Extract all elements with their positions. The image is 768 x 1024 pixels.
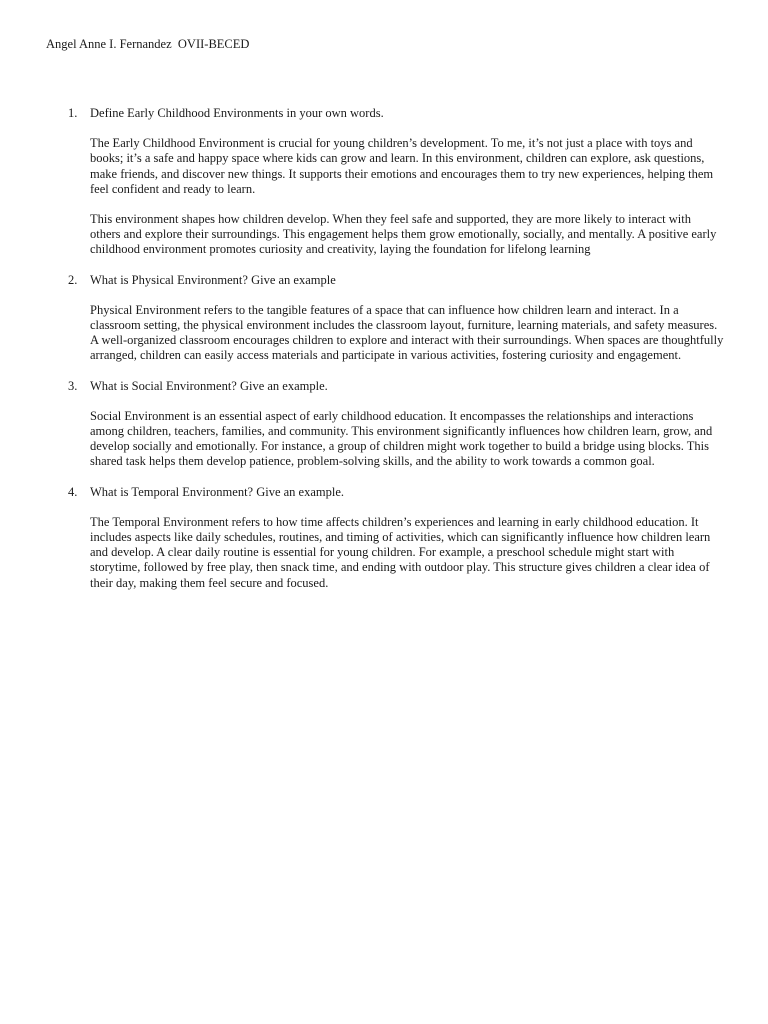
question-number: 4. bbox=[68, 484, 78, 499]
question-text: What is Temporal Environment? Give an example. bbox=[90, 484, 345, 499]
answer-paragraph: This environment shapes how children develop. When they feel safe and supported, they are more likely to interact with others and explore their surroundings. This engagement helps them grow emotionally, socially, and mentally. A positive early childhood environment promotes curiosity and creativity, laying the foundation for lifelong learning bbox=[90, 212, 717, 257]
question-number: 2. bbox=[68, 272, 78, 287]
question-text: Define Early Childhood Environments in your own words. bbox=[90, 106, 384, 120]
question-item-4 bbox=[68, 485, 724, 591]
question-text: What is Social Environment? Give an example. bbox=[90, 378, 328, 393]
question-number: 3. bbox=[68, 378, 78, 393]
answer-paragraph: The Temporal Environment refers to how time affects children’s experiences and learning in early childhood education. It includes aspects like daily schedules, routines, and timing of activities, which can significantly influence how children learn and develop. A clear daily routine is essential for young children. For example, a preschool schedule might start with storytime, followed by free play, then snack time, and ending with outdoor play. This structure gives children a clear idea of their day, making them feel secure and focused. bbox=[90, 514, 711, 590]
answer-paragraph: Social Environment is an essential aspect of early childhood education. It encompasses the relationships and interactions among children, teachers, families, and community. This environment significantly influences how children learn, grow, and develop socially and emotionally. For instance, a group of children might work together to build a bridge using blocks. This shared task helps them develop patience, problem-solving skills, and the ability to work towards a common goal. bbox=[90, 408, 713, 469]
question-item-2 bbox=[68, 273, 724, 364]
answer-paragraph: The Early Childhood Environment is crucial for young children’s development. To me, it’s not just a place with toys and books; it’s a safe and happy space where kids can grow and learn. In this environment, children can explore, ask questions, make friends, and discover new things. It supports their emotions and encourages them to try new experiences, helping them feel confident and ready to learn. bbox=[90, 136, 714, 196]
question-text: What is Physical Environment? Give an example bbox=[90, 272, 336, 287]
question-item-1 bbox=[68, 106, 724, 258]
question-list bbox=[68, 106, 724, 606]
author-line: Angel Anne I. Fernandez OVII-BECED bbox=[46, 37, 250, 51]
answer-paragraph: Physical Environment refers to the tangible features of a space that can influence how children learn and interact. In a classroom setting, the physical environment includes the classroom layout, furniture, learning materials, and safety measures. A well-organized classroom encourages children to explore and interact with their surroundings. When spaces are thoughtfully arranged, children can easily access materials and participate in various activities, fostering curiosity and engagement. bbox=[90, 302, 724, 363]
question-item-3 bbox=[68, 379, 724, 470]
question-number: 1. bbox=[68, 106, 78, 120]
